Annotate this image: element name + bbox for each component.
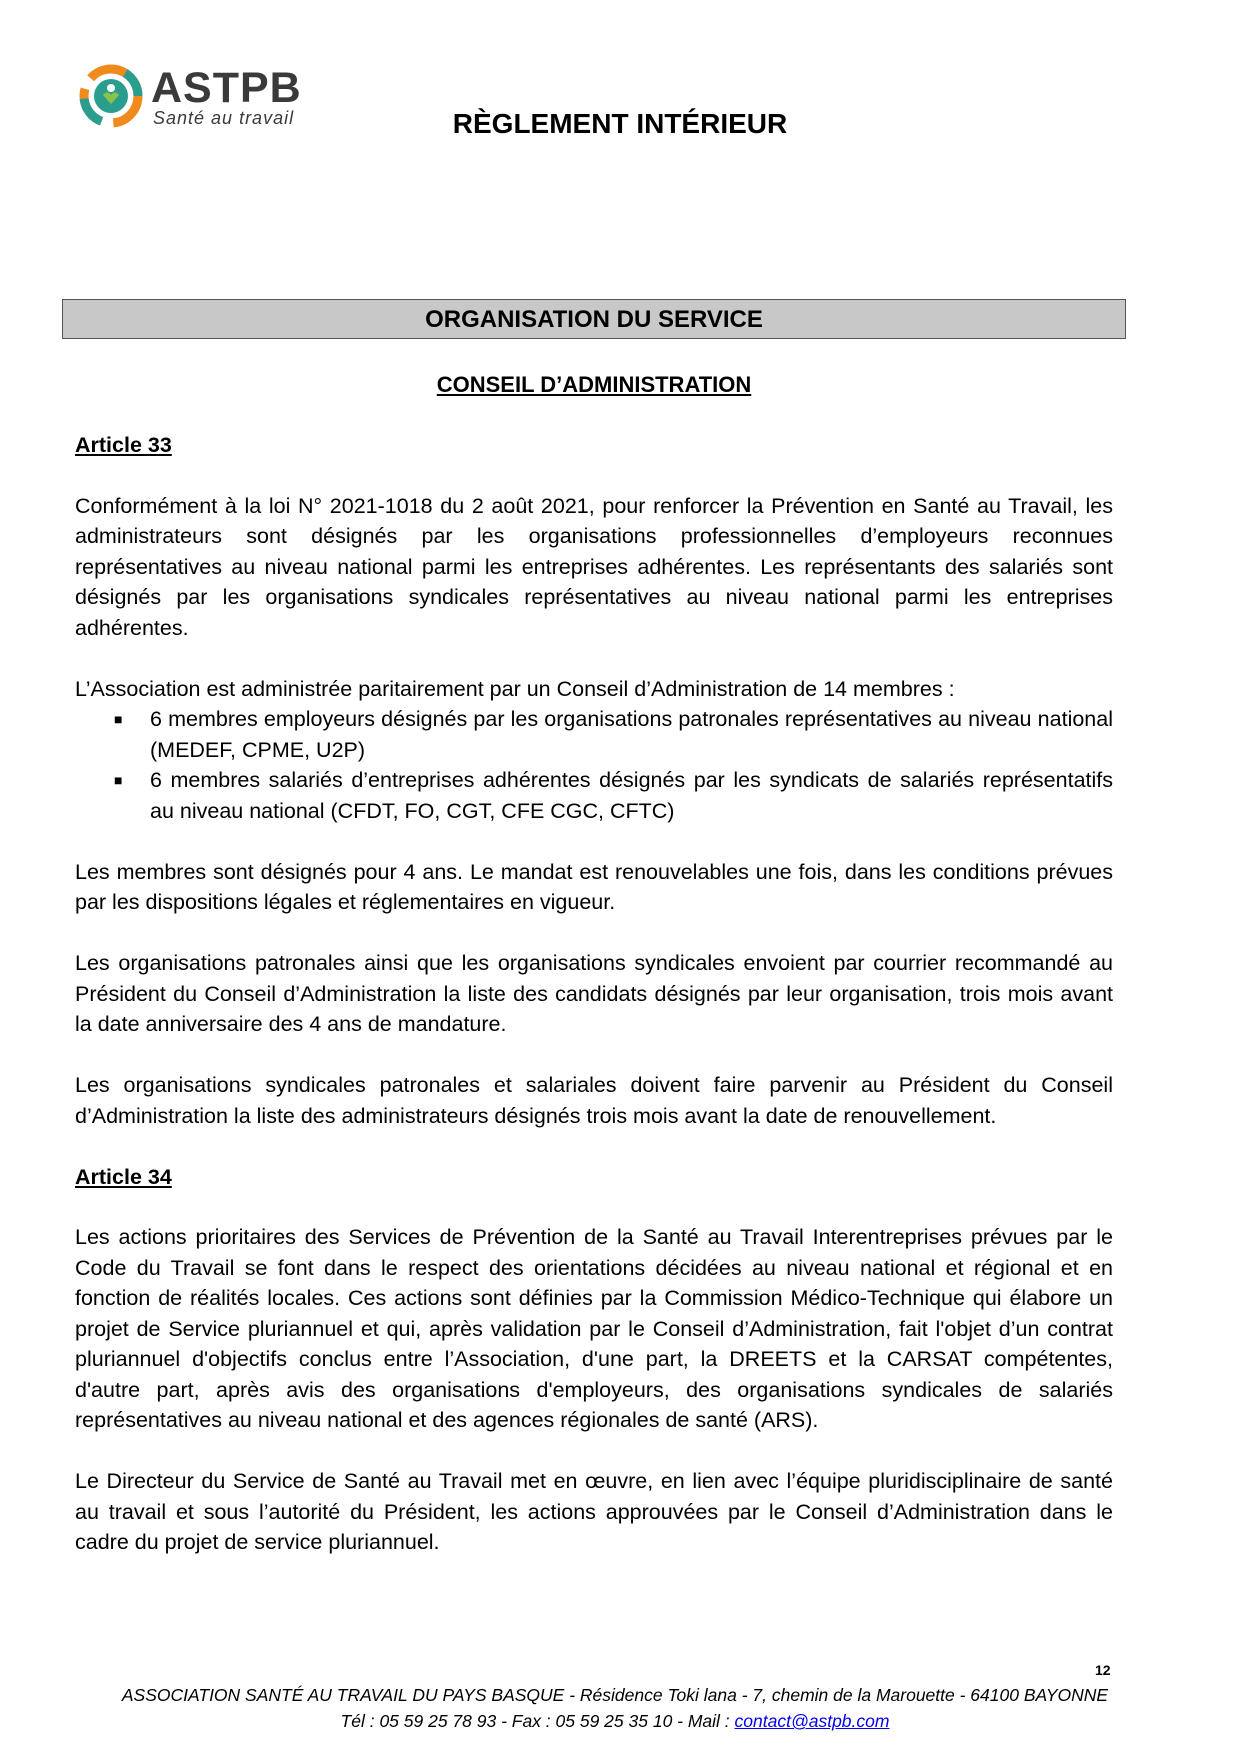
article-33-paragraph-1: Conformément à la loi N° 2021-1018 du 2 août 2021, pour renforcer la Prévention en Santé au Travail, les administrateurs sont désignés par les organisations professionnelles d’employeurs reconnues représentatives au niveau national parmi les entreprises adhérentes. Les représentants des salariés sont désignés par les organisations syndicales représentatives au niveau national parmi les entreprises adhérentes. — [75, 493, 1113, 640]
footer-address: ASSOCIATION SANTÉ AU TRAVAIL DU PAYS BASQUE - Résidence Toki lana - 7, chemin de la Marouette - 64100 BAYONNE — [121, 1685, 1109, 1705]
article-33-paragraph-5: Les organisations syndicales patronales et salariales doivent faire parvenir au Président du Conseil d’Administration la liste des administrateurs désignés trois mois avant la date de renouvellement. — [75, 1073, 1113, 1128]
subsection-title: CONSEIL D’ADMINISTRATION — [436, 372, 752, 397]
section-title-band: ORGANISATION DU SERVICE — [62, 299, 1126, 339]
footer-phone-fax: Tél : 05 59 25 78 93 - Fax : 05 59 25 35 10 - Mail : — [340, 1711, 735, 1731]
astpb-logo — [77, 62, 317, 132]
list-item — [75, 704, 1113, 765]
square-bullet-icon: ■ — [114, 772, 123, 788]
article-33-paragraph-4: Les organisations patronales ainsi que les organisations syndicales envoient par courrier recommandé au Président du Conseil d’Administration la liste des candidats désignés par leur organisation, trois mois avant la date anniversaire des 4 ans de mandature. — [75, 951, 1113, 1036]
logo-name: ASTPB — [151, 64, 302, 112]
document-body — [75, 430, 1113, 1588]
article-34-paragraph-2: Le Directeur du Service de Santé au Travail met en œuvre, en lien avec l’équipe pluridisciplinaire de santé au travail et sous l’autorité du Président, les actions approuvées par le Conseil d’Administration dans le cadre du projet de service pluriannuel. — [75, 1469, 1113, 1554]
article-33-paragraph-2: L’Association est administrée paritairement par un Conseil d’Administration de 14 membres : — [75, 676, 955, 701]
email-link[interactable]: contact@astpb.com — [734, 1711, 890, 1731]
article-34-heading: Article 34 — [75, 1164, 172, 1189]
board-composition-list — [75, 704, 1113, 826]
logo-emblem-icon — [77, 62, 145, 130]
logo-tagline: Santé au travail — [153, 108, 295, 128]
list-item-text: 6 membres employeurs désignés par les organisations patronales représentatives au niveau national (MEDEF, CPME, U2P) — [150, 707, 1113, 762]
page-number: 12 — [1095, 1662, 1111, 1678]
square-bullet-icon: ■ — [114, 711, 123, 727]
list-item — [75, 765, 1113, 826]
article-33-paragraph-3: Les membres sont désignés pour 4 ans. Le mandat est renouvelables une fois, dans les conditions prévues par les dispositions légales et réglementaires en vigueur. — [75, 859, 1113, 914]
article-33-heading: Article 33 — [75, 433, 172, 457]
footer-contact — [40, 1708, 1190, 1734]
list-item-text: 6 membres salariés d’entreprises adhérentes désignés par les syndicats de salariés représentatifs au niveau national (CFDT, FO, CGT, CFE CGC, CFTC) — [150, 768, 1113, 823]
article-34-paragraph-1: Les actions prioritaires des Services de Prévention de la Santé au Travail Interentreprises prévues par le Code du Travail se font dans le respect des orientations décidées au niveau national et régional et en fonction de réalités locales. Ces actions sont définies par la Commission Médico-Technique qui élabore un projet de Service pluriannuel et qui, après validation par le Conseil d’Administration, fait l'objet d’un contrat pluriannuel d'objectifs conclus entre l’Association, d'une part, la DREETS et la CARSAT compétentes, d'autre part, après avis des organisations d'employeurs, des organisations syndicales de salariés représentatives au niveau national et des agences régionales de santé (ARS). — [75, 1225, 1113, 1432]
document-title: RÈGLEMENT INTÉRIEUR — [452, 108, 788, 139]
